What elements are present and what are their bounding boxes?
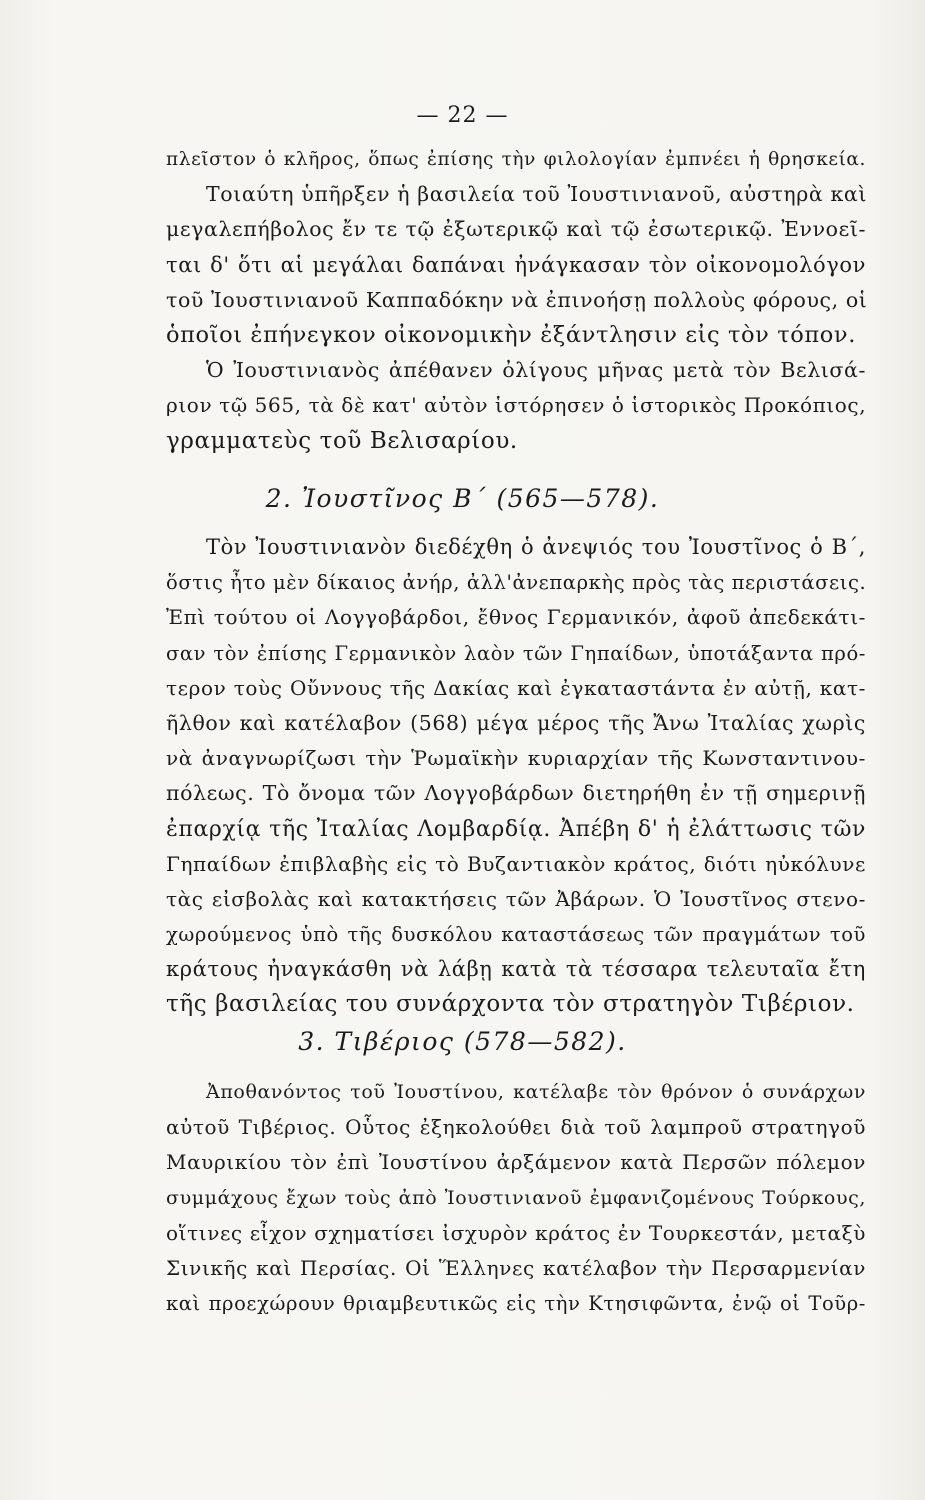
text-line: χωρούμενος ὑπὸ τῆς δυσκόλου καταστάσεως τῶν πραγμάτων τοῦ (166, 923, 866, 947)
text-block-tiberius (166, 1075, 866, 1321)
text-block-justin-ii (166, 530, 866, 1023)
text-line: τοῦ Ἰουστινιανοῦ Καππαδόκην νὰ ἐπινοήσῃ πολλοὺς φόρους, οἱ (166, 287, 868, 312)
text-line: ὁποῖοι ἐπήνεγκον οἰκονομικὴν ἐξάντλησιν εἰς τὸν τόπον. (166, 321, 856, 348)
text-line: Μαυρικίου τὸν ἐπὶ Ἰουστίνου ἀρξάμενον κατὰ Περσῶν πόλεμον (166, 1150, 866, 1175)
text-line: οἵτινες εἶχον σχηματίσει ἰσχυρὸν κράτος ἐν Τουρκεστάν, μεταξὺ (166, 1220, 866, 1245)
text-line: νὰ ἀναγνωρίζωσι τὴν Ῥωμαϊκὴν κυριαρχίαν τῆς Κωνσταντινου- (166, 746, 866, 771)
text-line: ἐπαρχίᾳ τῆς Ἰταλίας Λομβαρδίᾳ. Ἀπέβη δ' ἡ ἐλάττωσις τῶν (166, 816, 866, 842)
text-line: τῆς βασιλείας του συνάρχοντα τὸν στρατηγὸν Τιβέριον. (166, 991, 855, 1018)
text-line: ῆλθον καὶ κατέλαβον (568) μέγα μέρος τῆς Ἄνω Ἰταλίας χωρὶς (166, 710, 866, 735)
text-line: Σινικῆς καὶ Περσίας. Οἱ Ἕλληνες κατέλαβον τὴν Περσαρμενίαν (166, 1255, 866, 1280)
text-line: Ὁ Ἰουστινιανὸς ἀπέθανεν ὀλίγους μῆνας μετὰ τὸν Βελισά- (206, 358, 866, 383)
section-heading-tiberius: 3. Τιβέριος (578—582). (298, 1027, 627, 1056)
text-line: σαν τὸν ἐπίσης Γερμανικὸν λαὸν τῶν Γηπαίδων, ὑποτάξαντα πρό- (166, 641, 866, 665)
text-line: συμμάχους ἔχων τοὺς ἀπὸ Ἰουστινιανοῦ ἐμφανιζομένους Τούρκους, (166, 1186, 866, 1209)
text-line: ται δ' ὅτι αἱ μεγάλαι δαπάναι ἠνάγκασαν τὸν οἰκονομολόγον (166, 252, 866, 277)
text-line: πόλεως. Τὸ ὄνομα τῶν Λογγοβάρδων διετηρήθη ἐν τῇ σημερινῇ (166, 781, 866, 806)
text-line: Τοιαύτη ὑπῆρξεν ἡ βασιλεία τοῦ Ἰουστινιανοῦ, αὐστηρὰ καὶ (206, 182, 867, 207)
text-line: ὅστις ἦτο μὲν δίκαιος ἀνήρ, ἀλλ'ἀνεπαρκὴς πρὸς τὰς περιστάσεις. (166, 571, 867, 595)
text-line: τερον τοὺς Οὔννους τῆς Δακίας καὶ ἐγκαταστάντα ἐν αὐτῇ, κατ- (166, 675, 866, 700)
text-line: ριον τῷ 565, τὰ δὲ κατ' αὐτὸν ἱστόρησεν ὁ ἱστορικὸς Προκόπιος, (166, 393, 867, 418)
text-line: πλεῖστον ὁ κλῆρος, ὅπως ἐπίσης τὴν φιλολογίαν ἐμπνέει ἡ θρησκεία. (166, 149, 866, 170)
text-line: καὶ προεχώρουν θριαμβευτικῶς εἰς τὴν Κτησιφῶντα, ἐνῷ οἱ Τοῦρ- (166, 1292, 866, 1316)
text-line: Γηπαίδων ἐπιβλαβὴς εἰς τὸ Βυζαντιακὸν κράτος, διότι ηὐκόλυνε (166, 851, 866, 876)
text-line: γραμματεὺς τοῦ Βελισαρίου. (166, 427, 518, 454)
page-number: — 22 — (416, 103, 509, 128)
text-line: κράτους ἠναγκάσθη νὰ λάβῃ κατὰ τὰ τέσσαρα τελευταῖα ἔτη (166, 957, 866, 982)
text-line: Ἀποθανόντος τοῦ Ἰουστίνου, κατέλαβε τὸν θρόνον ὁ συνάρχων (206, 1081, 866, 1103)
section-heading-justin-ii: 2. Ἰουστῖνος Β΄ (565—578). (265, 484, 660, 513)
text-line: Τὸν Ἰουστινιανὸν διεδέχθη ὁ ἀνεψιός του Ἰουστῖνος ὁ Β΄, (206, 535, 866, 559)
text-line: τὰς εἰσβολὰς καὶ κατακτήσεις τῶν Ἀβάρων. Ὁ Ἰουστῖνος στενο- (166, 886, 866, 911)
text-block-justinian (166, 142, 866, 459)
text-line: Ἐπὶ τούτου οἱ Λογγοβάρδοι, ἔθνος Γερμανικόν, ἀφοῦ ἀπεδεκάτι- (166, 605, 866, 630)
text-line: μεγαλεπήβολος ἔν τε τῷ ἐξωτερικῷ καὶ τῷ ἐσωτερικῷ. Ἐννοεῖ- (166, 217, 866, 242)
text-line: αὐτοῦ Τιβέριος. Οὗτος ἐξηκολούθει διὰ τοῦ λαμπροῦ στρατηγοῦ (166, 1115, 866, 1140)
